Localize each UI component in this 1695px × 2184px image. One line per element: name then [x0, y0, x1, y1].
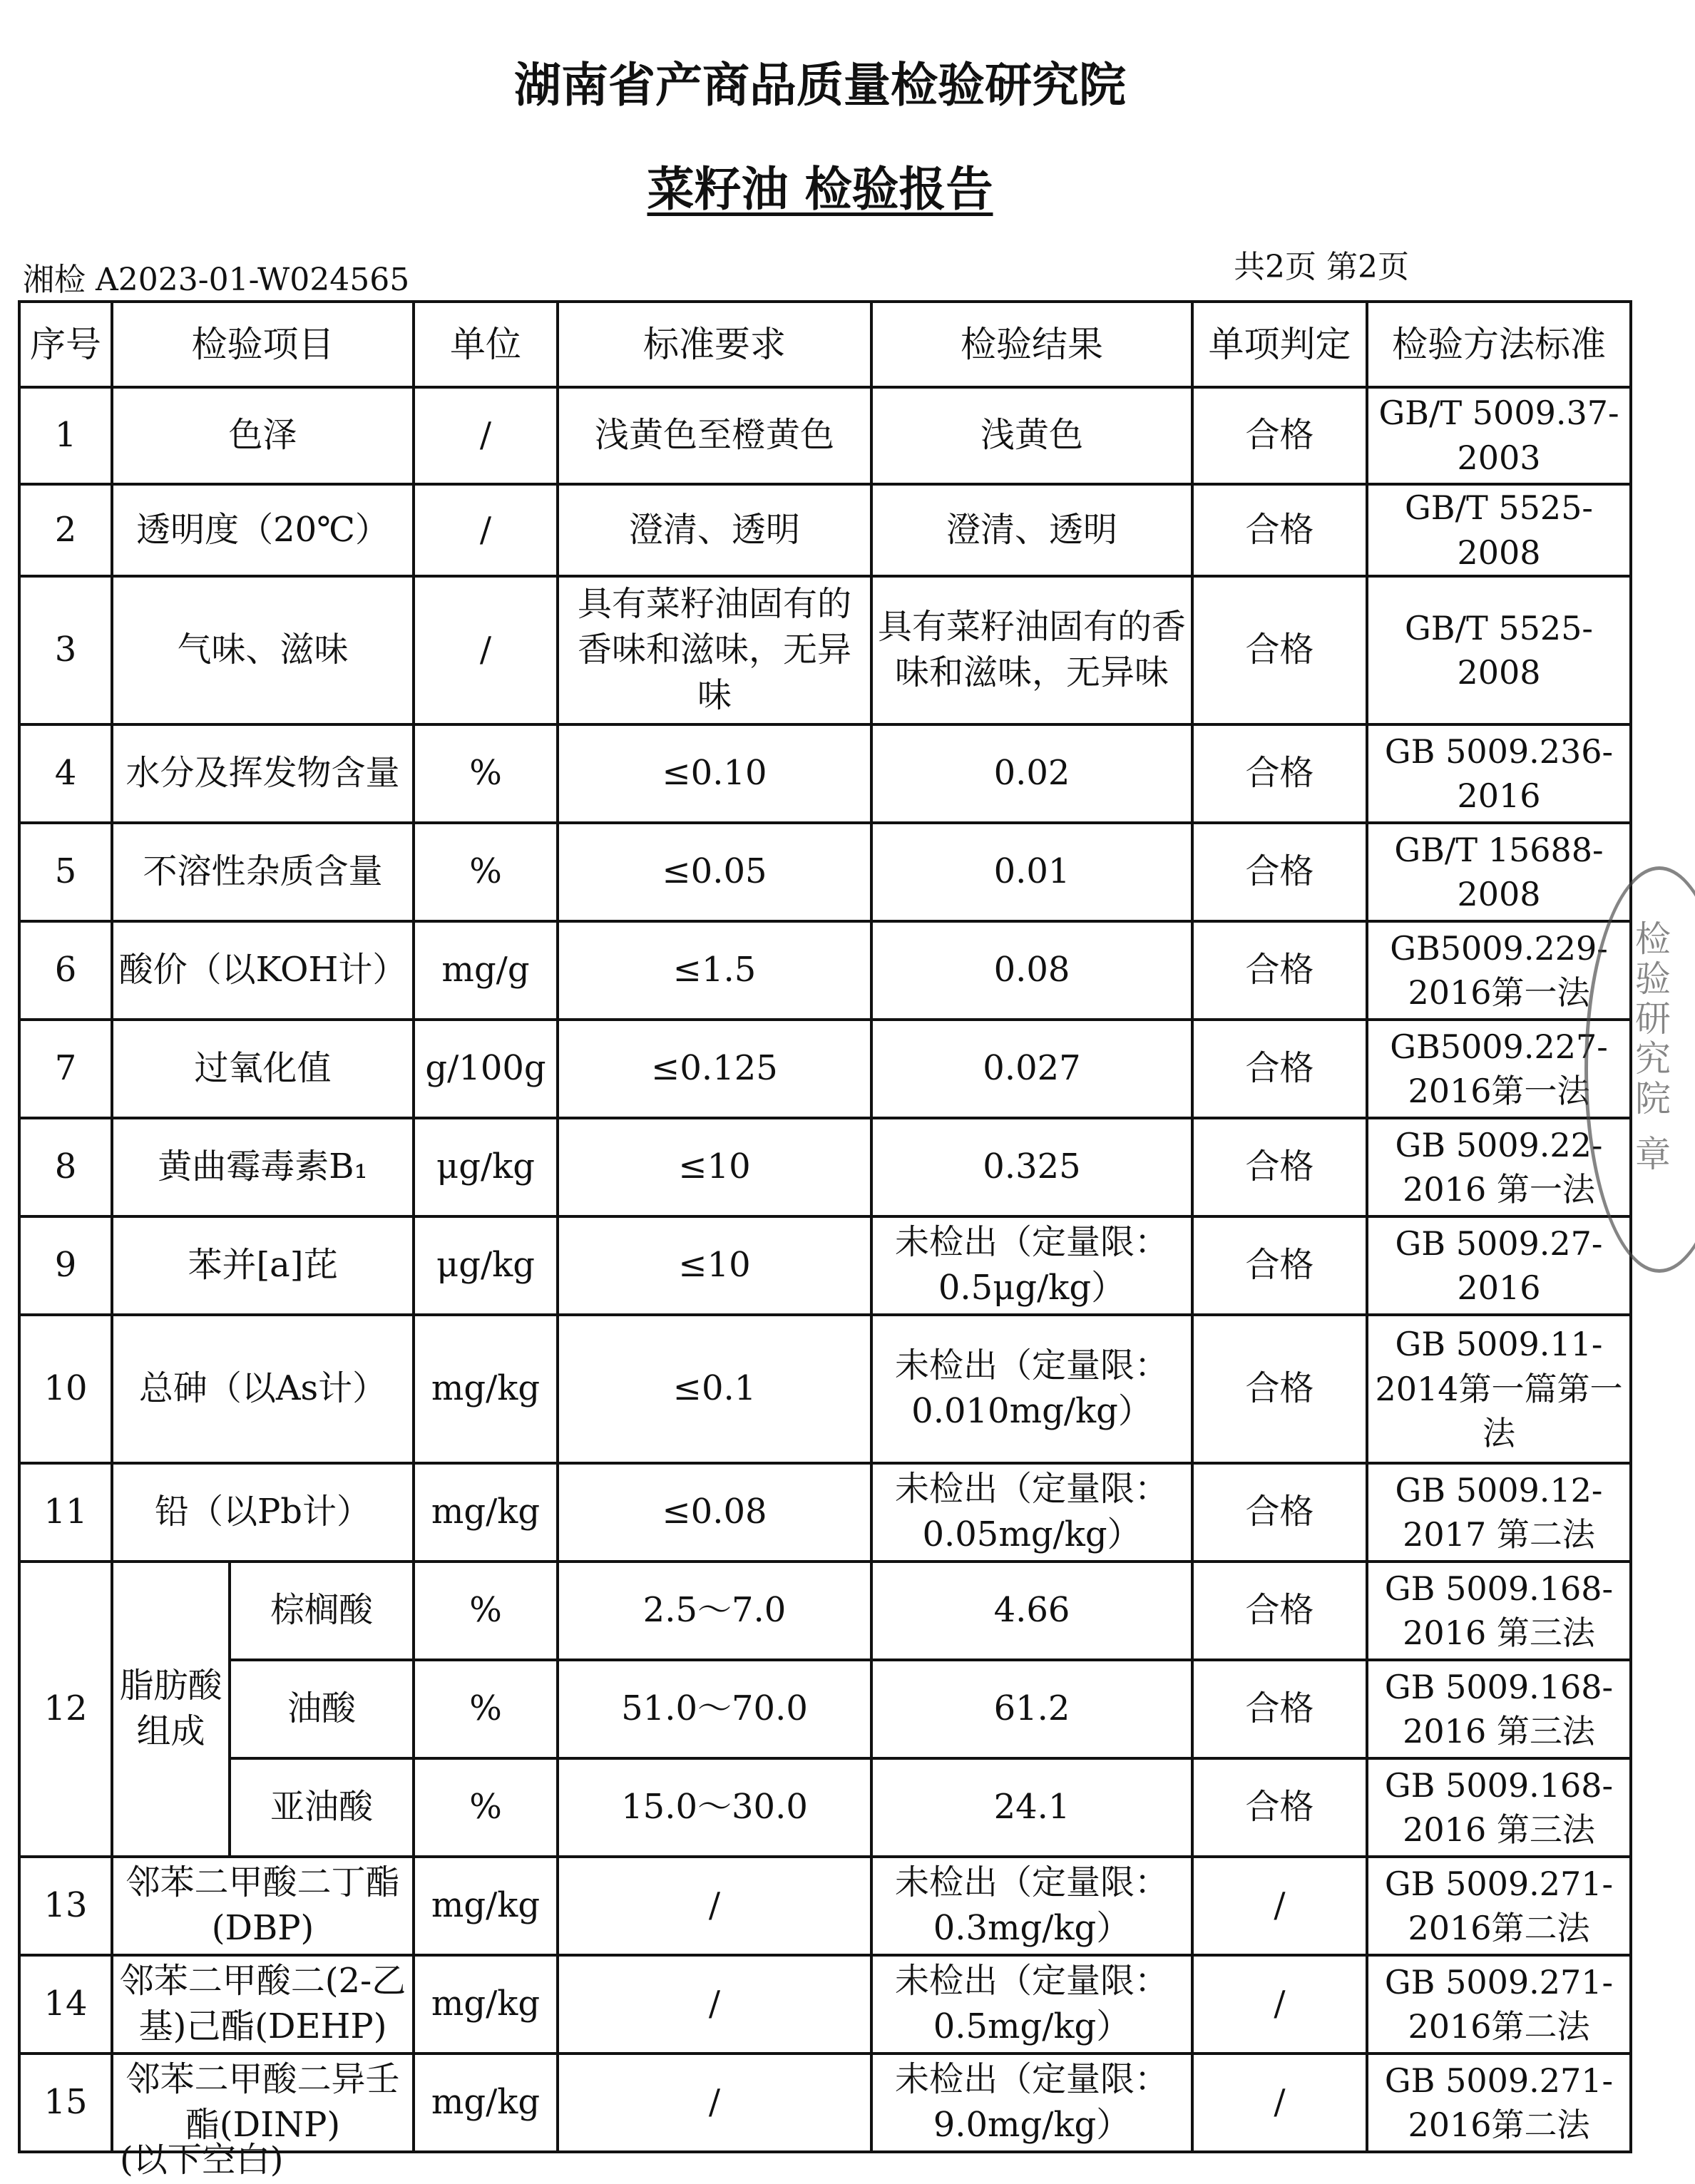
row-result: 未检出（定量限：0.5mg/kg） — [871, 1955, 1192, 2054]
table-row — [19, 724, 1631, 823]
row-requirement: ≤0.05 — [558, 823, 871, 921]
row-item: 气味、滋味 — [112, 576, 414, 724]
table-row — [19, 1562, 1631, 1660]
row-item: 过氧化值 — [112, 1020, 414, 1118]
header-item: 检验项目 — [112, 302, 414, 387]
row-judgment: 合格 — [1192, 1463, 1367, 1562]
row-judgment: 合格 — [1192, 1216, 1367, 1315]
row-unit: mg/kg — [414, 1463, 558, 1562]
row-method: GB/T 15688-2008 — [1367, 823, 1631, 921]
row-unit: μg/kg — [414, 1118, 558, 1216]
row-item: 黄曲霉毒素B₁ — [112, 1118, 414, 1216]
blank-note: (以下空白) — [120, 2140, 284, 2180]
table-row — [19, 576, 1631, 724]
row-requirement: ≤0.08 — [558, 1463, 871, 1562]
row-method: GB/T 5525-2008 — [1367, 484, 1631, 576]
header-judgment: 单项判定 — [1192, 302, 1367, 387]
row-method: GB5009.229-2016第一法 — [1367, 921, 1631, 1020]
row-judgment: 合格 — [1192, 1020, 1367, 1118]
row-result: 未检出（定量限：0.5μg/kg） — [871, 1216, 1192, 1315]
row-judgment: / — [1192, 2054, 1367, 2152]
row-no: 1 — [19, 387, 112, 484]
row-no: 3 — [19, 576, 112, 724]
row-result: 0.08 — [871, 921, 1192, 1020]
row-unit: mg/kg — [414, 1857, 558, 1955]
table-row — [19, 1758, 1631, 1857]
row-item: 总砷（以As计） — [112, 1315, 414, 1463]
organization-title: 湖南省产商品质量检验研究院 — [514, 58, 1126, 113]
seal-text: 检验研究院 章 — [1629, 920, 1671, 1175]
row-judgment: 合格 — [1192, 1118, 1367, 1216]
row-item: 透明度（20℃） — [112, 484, 414, 576]
row-method: GB 5009.168-2016 第三法 — [1367, 1758, 1631, 1857]
report-title — [0, 151, 1640, 219]
table-row — [19, 387, 1631, 484]
table-row — [19, 484, 1631, 576]
row-judgment: 合格 — [1192, 921, 1367, 1020]
row-requirement: 具有菜籽油固有的香味和滋味，无异味 — [558, 576, 871, 724]
row-requirement: 15.0～30.0 — [558, 1758, 871, 1857]
row-no: 5 — [19, 823, 112, 921]
row-subitem: 亚油酸 — [230, 1758, 414, 1857]
row-judgment: / — [1192, 1955, 1367, 2054]
table-row — [19, 1463, 1631, 1562]
table-row — [19, 921, 1631, 1020]
row-no: 11 — [19, 1463, 112, 1562]
row-unit: % — [414, 823, 558, 921]
row-result: 4.66 — [871, 1562, 1192, 1660]
row-requirement: ≤0.125 — [558, 1020, 871, 1118]
row-result: 24.1 — [871, 1758, 1192, 1857]
row-method: GB/T 5009.37-2003 — [1367, 387, 1631, 484]
row-no: 9 — [19, 1216, 112, 1315]
row-judgment: 合格 — [1192, 1562, 1367, 1660]
row-requirement: / — [558, 2054, 871, 2152]
row-judgment: 合格 — [1192, 484, 1367, 576]
row-method: GB 5009.11-2014第一篇第一法 — [1367, 1315, 1631, 1463]
row-no: 7 — [19, 1020, 112, 1118]
row-requirement: 浅黄色至橙黄色 — [558, 387, 871, 484]
row-item: 酸价（以KOH计） — [112, 921, 414, 1020]
row-result: 0.02 — [871, 724, 1192, 823]
row-no: 4 — [19, 724, 112, 823]
row-requirement: ≤0.10 — [558, 724, 871, 823]
row-unit: / — [414, 484, 558, 576]
row-unit: mg/kg — [414, 2054, 558, 2152]
row-judgment: 合格 — [1192, 823, 1367, 921]
header-result: 检验结果 — [871, 302, 1192, 387]
table-row — [19, 1955, 1631, 2054]
row-unit: / — [414, 387, 558, 484]
row-unit: g/100g — [414, 1020, 558, 1118]
row-judgment: 合格 — [1192, 576, 1367, 724]
row-item: 邻苯二甲酸二丁酯(DBP) — [112, 1857, 414, 1955]
page-info: 共2页 第2页 — [1234, 249, 1409, 285]
table-row — [19, 1315, 1631, 1463]
row-item: 邻苯二甲酸二(2-乙基)己酯(DEHP) — [112, 1955, 414, 2054]
table-row — [19, 823, 1631, 921]
row-no: 8 — [19, 1118, 112, 1216]
row-unit: mg/g — [414, 921, 558, 1020]
row-requirement: / — [558, 1857, 871, 1955]
row-item: 铅（以Pb计） — [112, 1463, 414, 1562]
table-row — [19, 1020, 1631, 1118]
row-method: GB 5009.22-2016 第一法 — [1367, 1118, 1631, 1216]
row-unit: % — [414, 1660, 558, 1758]
row-result: 未检出（定量限：0.010mg/kg） — [871, 1315, 1192, 1463]
row-subitem: 棕榈酸 — [230, 1562, 414, 1660]
row-requirement: 51.0～70.0 — [558, 1660, 871, 1758]
table-row — [19, 1857, 1631, 1955]
report-number: 湘检 A2023-01-W024565 — [23, 262, 410, 298]
table-header-row — [19, 302, 1631, 387]
table-row — [19, 1660, 1631, 1758]
row-method: GB 5009.168-2016 第三法 — [1367, 1660, 1631, 1758]
row-requirement: ≤10 — [558, 1216, 871, 1315]
row-requirement: 2.5～7.0 — [558, 1562, 871, 1660]
row-unit: mg/kg — [414, 1955, 558, 2054]
header-requirement: 标准要求 — [558, 302, 871, 387]
row-judgment: / — [1192, 1857, 1367, 1955]
row-item: 水分及挥发物含量 — [112, 724, 414, 823]
row-no: 10 — [19, 1315, 112, 1463]
row-no: 15 — [19, 2054, 112, 2152]
row-item: 苯并[a]芘 — [112, 1216, 414, 1315]
row-no: 6 — [19, 921, 112, 1020]
row-method: GB 5009.236-2016 — [1367, 724, 1631, 823]
row-result: 0.01 — [871, 823, 1192, 921]
row-result: 具有菜籽油固有的香味和滋味，无异味 — [871, 576, 1192, 724]
row-requirement: / — [558, 1955, 871, 2054]
row-unit: % — [414, 1562, 558, 1660]
table-row — [19, 1216, 1631, 1315]
row-judgment: 合格 — [1192, 387, 1367, 484]
row-method: GB 5009.271-2016第二法 — [1367, 2054, 1631, 2152]
row-judgment: 合格 — [1192, 724, 1367, 823]
row-method: GB5009.227-2016第一法 — [1367, 1020, 1631, 1118]
row-method: GB/T 5525-2008 — [1367, 576, 1631, 724]
row-requirement: 澄清、透明 — [558, 484, 871, 576]
row-no: 2 — [19, 484, 112, 576]
row-judgment: 合格 — [1192, 1315, 1367, 1463]
row-result: 未检出（定量限：9.0mg/kg） — [871, 2054, 1192, 2152]
row-item: 邻苯二甲酸二异壬酯(DINP) — [112, 2054, 414, 2152]
row-no: 12 — [19, 1562, 112, 1857]
row-unit: mg/kg — [414, 1315, 558, 1463]
header-unit: 单位 — [414, 302, 558, 387]
row-judgment: 合格 — [1192, 1660, 1367, 1758]
row-requirement: ≤1.5 — [558, 921, 871, 1020]
table-row — [19, 1118, 1631, 1216]
row-method: GB 5009.271-2016第二法 — [1367, 1955, 1631, 2054]
row-method: GB 5009.168-2016 第三法 — [1367, 1562, 1631, 1660]
row-result: 澄清、透明 — [871, 484, 1192, 576]
header-method: 检验方法标准 — [1367, 302, 1631, 387]
row-method: GB 5009.27-2016 — [1367, 1216, 1631, 1315]
row-result: 0.027 — [871, 1020, 1192, 1118]
row-method: GB 5009.271-2016第二法 — [1367, 1857, 1631, 1955]
row-result: 未检出（定量限：0.05mg/kg） — [871, 1463, 1192, 1562]
row-method: GB 5009.12-2017 第二法 — [1367, 1463, 1631, 1562]
row-item: 不溶性杂质含量 — [112, 823, 414, 921]
row-judgment: 合格 — [1192, 1758, 1367, 1857]
row-no: 13 — [19, 1857, 112, 1955]
row-no: 14 — [19, 1955, 112, 2054]
group-label: 脂肪酸组成 — [112, 1562, 230, 1857]
row-result: 61.2 — [871, 1660, 1192, 1758]
header-no: 序号 — [19, 302, 112, 387]
row-unit: % — [414, 724, 558, 823]
row-unit: / — [414, 576, 558, 724]
row-requirement: ≤0.1 — [558, 1315, 871, 1463]
row-requirement: ≤10 — [558, 1118, 871, 1216]
report-title-text: 菜籽油 检验报告 — [647, 162, 993, 217]
row-result: 0.325 — [871, 1118, 1192, 1216]
row-result: 浅黄色 — [871, 387, 1192, 484]
inspection-table — [18, 300, 1632, 2153]
row-unit: % — [414, 1758, 558, 1857]
row-item: 色泽 — [112, 387, 414, 484]
row-subitem: 油酸 — [230, 1660, 414, 1758]
row-result: 未检出（定量限：0.3mg/kg） — [871, 1857, 1192, 1955]
row-unit: μg/kg — [414, 1216, 558, 1315]
